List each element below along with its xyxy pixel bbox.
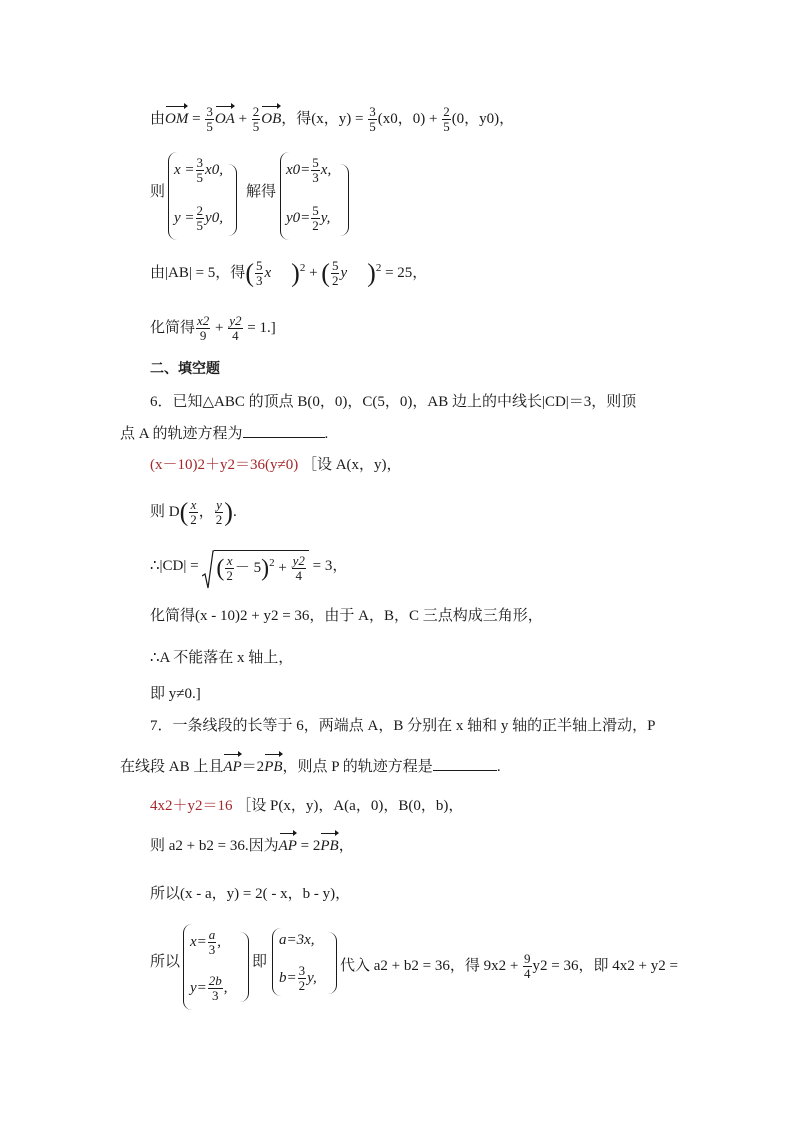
- system-row-3: [286, 156, 331, 185]
- question-7-line-2: [120, 756, 501, 777]
- text: y,: [307, 969, 317, 986]
- fraction: [255, 259, 264, 288]
- text: = 1.]: [243, 319, 276, 336]
- answer-6-line-3: [150, 550, 347, 583]
- system-row-8: [279, 964, 317, 993]
- text: 在线段 AB 上且: [120, 759, 224, 775]
- answer-6-line-1: [150, 455, 402, 475]
- numerator: x: [190, 497, 197, 512]
- denominator: 2: [215, 512, 223, 527]
- fraction: [331, 259, 340, 288]
- vector-pb: PB: [320, 838, 339, 854]
- numerator: 2b: [208, 973, 222, 988]
- text: ［设 A(x，y)，: [301, 457, 402, 473]
- answer-7-line-1: [150, 796, 463, 816]
- text: 解得: [246, 184, 277, 200]
- fraction: [228, 314, 242, 343]
- system-row-2: [174, 204, 223, 233]
- text: y: [340, 265, 348, 281]
- text: 所以: [150, 954, 181, 970]
- solution-line-1: [150, 105, 514, 134]
- answer-6-line-4: 化简得(x - 10)2 + y2 = 36，由于 A，B，C 三点构成三角形，: [150, 608, 543, 624]
- text: y2 = 36，即 4x2 + y2 =: [532, 957, 678, 974]
- text: ,: [217, 933, 222, 950]
- solution-line-3: [150, 258, 427, 288]
- denominator: 4: [295, 568, 302, 584]
- text: (x0，0) +: [377, 110, 442, 127]
- right-paren: ): [367, 258, 376, 288]
- denominator: 5: [206, 119, 213, 134]
- section-heading: 二、填空题: [150, 362, 220, 377]
- answer-text: 4x2＋y2＝16: [150, 798, 233, 814]
- left-paren: (: [321, 258, 330, 288]
- numerator: 3: [369, 104, 376, 119]
- answer-6-line-6: 即 y≠0.]: [150, 686, 201, 702]
- right-brace: [240, 932, 249, 1002]
- denominator: 2: [226, 568, 233, 584]
- text: x0,: [205, 161, 223, 178]
- system-row-7: [279, 930, 315, 950]
- text: 化简得: [150, 319, 196, 336]
- numerator: 2: [252, 104, 260, 119]
- radicand: [214, 550, 309, 583]
- text: ［设 P(x，y)，A(a，0)，B(0，b)，: [236, 798, 464, 814]
- fraction: [292, 554, 306, 583]
- system-row-5: [190, 928, 221, 957]
- numerator: y: [216, 497, 222, 512]
- text: .: [324, 426, 329, 442]
- numerator: 5: [312, 203, 319, 218]
- numerator: 5: [331, 258, 339, 274]
- vector-ob: OB: [261, 110, 282, 127]
- denominator: 5: [196, 170, 204, 185]
- vector-ap: AP: [278, 838, 297, 854]
- denominator: 4: [232, 328, 239, 343]
- denominator: 2: [298, 978, 306, 993]
- denominator: 5: [252, 119, 260, 134]
- text: x =: [174, 161, 195, 178]
- denominator: 5: [196, 218, 204, 233]
- answer-7-line-4: [150, 952, 180, 972]
- text: y0,: [205, 209, 223, 226]
- denominator: 3: [208, 942, 216, 957]
- text: a=3x,: [279, 932, 315, 948]
- text: +: [234, 110, 251, 127]
- denominator: 9: [199, 328, 207, 343]
- numerator: x: [226, 553, 233, 569]
- right-brace: [328, 932, 337, 994]
- answer-blank: [243, 423, 325, 438]
- right-brace: [228, 164, 237, 236]
- right-brace: [340, 164, 349, 236]
- denominator: 5: [369, 119, 376, 134]
- text: +: [274, 560, 291, 576]
- vector-om: OM: [165, 110, 189, 127]
- denominator: 3: [212, 988, 219, 1003]
- denominator: 2: [331, 273, 339, 289]
- square-root: [202, 550, 309, 583]
- numerator: x2: [197, 313, 210, 328]
- numerator: 5: [255, 258, 263, 274]
- text: ，则点 P 的轨迹方程是: [282, 759, 433, 775]
- text: － 5: [234, 560, 262, 576]
- text: = 25，: [381, 265, 428, 281]
- text: 则: [150, 184, 166, 200]
- fraction: [311, 204, 320, 233]
- text: ＝2: [241, 759, 265, 775]
- text: ，得(x，y) =: [281, 110, 368, 127]
- text: ，: [198, 503, 214, 520]
- numerator: 2: [196, 203, 204, 218]
- left-paren: (: [179, 497, 189, 527]
- text: ∴|CD| =: [150, 557, 203, 574]
- text: +: [211, 319, 228, 336]
- denominator: 2: [312, 218, 319, 233]
- question-6-line-2: [120, 423, 328, 444]
- text: y0=: [286, 209, 311, 226]
- fraction: [196, 156, 205, 185]
- answer-7-line-3: 所以(x - a，y) = 2( - x，b - y)，: [150, 886, 351, 902]
- right-paren: ): [291, 258, 300, 288]
- fraction: [225, 554, 234, 583]
- question-6-line-1: 6．已知△ABC 的顶点 B(0，0)，C(5，0)，AB 边上的中线长|CD|＝3，则顶: [150, 394, 637, 410]
- text: y=: [190, 979, 207, 996]
- text: 则 D: [150, 503, 180, 520]
- numerator: a: [208, 927, 216, 942]
- text: 代入 a2 + b2 = 36，得 9x2 +: [340, 957, 523, 974]
- right-paren: ): [224, 497, 233, 527]
- answer-6-line-5: ∴A 不能落在 x 轴上，: [150, 650, 294, 666]
- text: ,: [223, 979, 228, 996]
- text: =: [188, 110, 205, 127]
- fraction: [215, 498, 224, 527]
- radical-icon: [202, 550, 214, 590]
- text-jiede: [246, 182, 276, 202]
- numerator: y2: [229, 313, 242, 328]
- question-7-line-1: 7．一条线段的长等于 6，两端点 A，B 分别在 x 轴和 y 轴的正半轴上滑动，P: [150, 718, 656, 734]
- numerator: 9: [524, 951, 531, 966]
- text: .: [496, 759, 501, 775]
- text: +: [305, 265, 322, 281]
- fraction: [523, 952, 532, 981]
- fraction: [205, 105, 214, 134]
- text: x0=: [286, 161, 311, 178]
- fraction: [196, 314, 210, 343]
- text-ji: [252, 952, 267, 972]
- vector-oa: OA: [214, 110, 235, 127]
- fraction: [208, 974, 223, 1003]
- denominator: 5: [443, 119, 450, 134]
- solution-line-4: [150, 314, 276, 343]
- fraction: [311, 156, 320, 185]
- numerator: 3: [206, 104, 213, 119]
- answer-7-line-4-tail: [340, 952, 678, 981]
- answer-6-line-2: [150, 498, 237, 527]
- text: ，: [338, 838, 354, 854]
- exponent: 2: [299, 262, 306, 274]
- denominator: 4: [524, 966, 531, 981]
- fraction: [368, 105, 377, 134]
- text: x=: [190, 933, 207, 950]
- answer-7-line-2: [150, 836, 354, 856]
- numerator: 3: [196, 155, 204, 170]
- system-row-4: [286, 204, 330, 233]
- denominator: 3: [255, 273, 263, 289]
- text: 点 A 的轨迹方程为: [120, 426, 243, 442]
- exponent: 2: [269, 557, 275, 569]
- text: x: [264, 265, 272, 281]
- fraction: [252, 105, 261, 134]
- numerator: 3: [298, 963, 306, 978]
- left-paren: (: [216, 555, 225, 582]
- exponent: 2: [375, 262, 382, 274]
- text: b=: [279, 969, 297, 986]
- fraction: [189, 498, 198, 527]
- text: = 2: [296, 838, 321, 854]
- text: = 3，: [308, 557, 348, 574]
- system-row-1: [174, 156, 223, 185]
- solution-line-2: [150, 182, 165, 202]
- fraction: [196, 204, 205, 233]
- numerator: 2: [443, 104, 450, 119]
- left-paren: (: [245, 258, 254, 288]
- vector-ap: AP: [223, 759, 242, 775]
- numerator: 5: [312, 155, 319, 170]
- denominator: 2: [190, 512, 197, 527]
- right-paren: ): [261, 555, 270, 582]
- fraction: [442, 105, 451, 134]
- text: (0，y0)，: [451, 110, 515, 127]
- text: y,: [320, 209, 331, 226]
- text: 则 a2 + b2 = 36.因为: [150, 838, 279, 854]
- fraction: [208, 928, 217, 957]
- text: x,: [320, 161, 332, 178]
- answer-blank: [433, 756, 497, 771]
- numerator: y2: [292, 553, 305, 569]
- denominator: 3: [312, 170, 319, 185]
- text: y =: [174, 209, 195, 226]
- text: .: [232, 503, 237, 520]
- text: 由|AB| = 5，得: [150, 265, 246, 281]
- answer-text: (x－10)2＋y2＝36(y≠0): [150, 457, 299, 473]
- system-row-6: [190, 974, 228, 1003]
- fraction: [298, 964, 307, 993]
- text: 由: [150, 110, 166, 127]
- vector-pb: PB: [264, 759, 283, 775]
- text: 即: [252, 954, 268, 970]
